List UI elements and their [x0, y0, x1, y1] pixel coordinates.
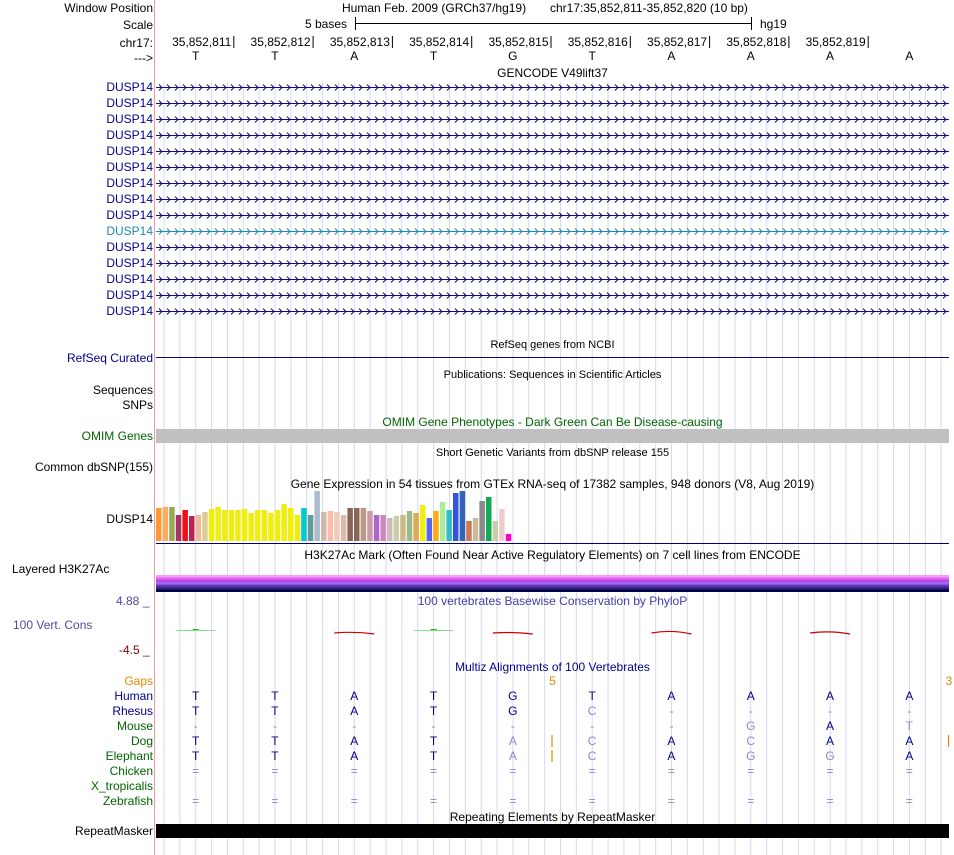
species-label-chicken: Chicken [109, 764, 153, 778]
gtex-track-title: Gene Expression in 54 tissues from GTEx RNA-seq of 17382 samples, 948 donors (V8, Aug 2019) [290, 477, 815, 491]
assembly-text: Human Feb. 2009 (GRCh37/hg19) [342, 1, 527, 15]
gtex-bar [314, 491, 320, 541]
gtex-bar [367, 511, 373, 541]
reference-base: T [429, 49, 438, 63]
gtex-bar [321, 512, 327, 541]
species-label-rhesus: Rhesus [112, 704, 153, 718]
dbsnp-track-label[interactable]: Common dbSNP(155) [34, 460, 153, 474]
aligned-base: - [431, 719, 436, 733]
gtex-bar [301, 508, 307, 541]
sequences-track-label[interactable]: Sequences [92, 383, 153, 397]
aligned-base: A [667, 689, 676, 703]
gencode-gene-label: DUSP14 [106, 240, 153, 254]
species-label-x_tropicalis: X_tropicalis [90, 779, 153, 793]
refseq-track-title: RefSeq genes from NCBI [490, 339, 615, 351]
h3k27ac-layer [156, 587, 949, 590]
gencode-gene-label: DUSP14 [106, 224, 153, 238]
aligned-base: C [587, 749, 597, 763]
strand-label: ---> [134, 51, 153, 65]
refseq-track-label[interactable]: RefSeq Curated [66, 351, 153, 365]
position-label: 35,852,818 [726, 35, 787, 49]
gtex-bar [242, 509, 248, 541]
gtex-bar [486, 497, 492, 541]
aligned-base: T [191, 734, 200, 748]
gtex-bar [387, 518, 393, 541]
scale-text: 5 bases [305, 17, 348, 31]
gencode-track-title: GENCODE V49lift37 [497, 66, 608, 80]
reference-base: T [588, 49, 596, 63]
gencode-gene-label: DUSP14 [106, 144, 153, 158]
aligned-base: = [905, 794, 913, 808]
aligned-base: = [430, 764, 438, 778]
gtex-bar [433, 511, 439, 541]
position-text: chr17:35,852,811-35,852,820 (10 bp) [550, 1, 748, 15]
gencode-gene-label: DUSP14 [106, 272, 153, 286]
gtex-bar [328, 511, 334, 541]
gtex-bar [209, 509, 215, 541]
gencode-gene-label: DUSP14 [106, 256, 153, 270]
position-label: 35,852,814 [409, 35, 470, 49]
gtex-bar [466, 521, 472, 541]
aligned-base: A [350, 689, 359, 703]
gtex-bar [156, 508, 162, 541]
aligned-base: A [350, 704, 359, 718]
position-label: 35,852,813 [329, 35, 390, 49]
gtex-bar [413, 513, 419, 541]
aligned-base: - [669, 704, 674, 718]
repeatmasker-track-label[interactable]: RepeatMasker [74, 824, 153, 838]
gtex-bar [446, 510, 452, 541]
repeatmasker-bar [156, 824, 949, 838]
reference-base: A [826, 49, 835, 63]
h3k27ac-track-label[interactable]: Layered H3K27Ac [12, 562, 110, 576]
gtex-bar [420, 505, 426, 541]
gtex-bar [281, 504, 287, 541]
h3k27ac-layer [156, 589, 949, 592]
window-position-label: Window Position [64, 1, 153, 15]
species-label-dog: Dog [130, 734, 153, 748]
aligned-base: = [588, 794, 596, 808]
conservation-mark [334, 632, 374, 634]
gtex-bar [222, 510, 228, 541]
aligned-base: - [272, 719, 277, 733]
gtex-bar [248, 513, 254, 541]
aligned-base: T [429, 749, 438, 763]
gaps-label: Gaps [124, 674, 153, 688]
aligned-base: = [747, 794, 755, 808]
aligned-base: T [271, 689, 279, 703]
gtex-bar [380, 515, 386, 541]
multiz-track-title: Multiz Alignments of 100 Vertebrates [455, 660, 650, 674]
gtex-bar [460, 491, 466, 541]
gencode-gene-label: DUSP14 [106, 208, 153, 222]
gtex-bar [176, 515, 182, 541]
gtex-bar [182, 510, 188, 541]
species-label-mouse: Mouse [116, 719, 153, 733]
aligned-base: T [271, 734, 279, 748]
gtex-bar [479, 501, 485, 541]
aligned-base: A [905, 749, 914, 763]
aligned-base: - [748, 704, 753, 718]
aligned-base: T [191, 689, 200, 703]
gtex-bar [493, 521, 499, 541]
gencode-gene-label: DUSP14 [106, 112, 153, 126]
aligned-base: G [508, 689, 518, 703]
aligned-base: A [826, 734, 835, 748]
aligned-base: A [508, 749, 517, 763]
aligned-base: = [667, 794, 675, 808]
reference-base: T [271, 49, 279, 63]
omim-bar [156, 429, 949, 443]
aligned-base: A [350, 734, 359, 748]
gencode-gene-label: DUSP14 [106, 192, 153, 206]
gencode-gene-label: DUSP14 [106, 304, 153, 318]
gtex-bar [354, 508, 360, 541]
aligned-base: = [667, 764, 675, 778]
gtex-bar [407, 511, 413, 541]
gtex-bar [361, 508, 367, 541]
aligned-base: = [905, 764, 913, 778]
publications-track-title: Publications: Sequences in Scientific Articles [443, 369, 662, 381]
scale-label: Scale [122, 18, 153, 32]
gtex-bar [295, 515, 301, 541]
aligned-base: = [509, 764, 517, 778]
gtex-bar [202, 512, 208, 541]
aligned-base: T [271, 749, 279, 763]
cons-track-title: 100 vertebrates Basewise Conservation by PhyloP [417, 594, 688, 608]
gtex-bar [347, 508, 353, 541]
h3k27ac-layer [156, 580, 949, 583]
aligned-base: A [826, 689, 835, 703]
gap-marker: 5 [549, 674, 556, 688]
position-label: 35,852,812 [250, 35, 311, 49]
aligned-base: - [669, 719, 674, 733]
gtex-track-label[interactable]: DUSP14 [106, 512, 153, 526]
aligned-base: C [746, 734, 756, 748]
position-label: 35,852,816 [567, 35, 628, 49]
gtex-bar [506, 534, 512, 541]
gtex-bar [308, 515, 314, 541]
reference-base: G [508, 49, 518, 63]
species-label-zebrafish: Zebrafish [102, 794, 153, 808]
aligned-base: - [352, 719, 357, 733]
aligned-base: = [271, 764, 279, 778]
position-label: 35,852,811 [172, 35, 232, 49]
gtex-bar [400, 515, 406, 541]
aligned-base: A [746, 689, 755, 703]
gtex-bar [341, 515, 347, 541]
reference-base: A [746, 49, 755, 63]
dbsnp-track-title: Short Genetic Variants from dbSNP release 155 [435, 447, 670, 459]
gtex-bar [499, 509, 505, 541]
h3k27ac-layer [156, 582, 949, 585]
aligned-base: A [667, 734, 676, 748]
species-label-elephant: Elephant [105, 749, 153, 763]
aligned-base: A [826, 719, 835, 733]
aligned-base: G [508, 704, 518, 718]
snps-track-label[interactable]: SNPs [122, 398, 153, 412]
gencode-gene-label: DUSP14 [106, 80, 153, 94]
aligned-base: A [667, 749, 676, 763]
aligned-base: A [905, 689, 914, 703]
conservation-mark [651, 631, 691, 634]
omim-track-title: OMIM Gene Phenotypes - Dark Green Can Be Disease-causing [382, 415, 723, 429]
aligned-base: - [907, 704, 912, 718]
aligned-base: = [747, 764, 755, 778]
gtex-bar [440, 502, 446, 541]
chrom-label: chr17: [119, 36, 153, 50]
aligned-base: - [590, 719, 595, 733]
gtex-bar [275, 510, 281, 541]
gtex-bar [453, 493, 459, 541]
aligned-base: A [905, 734, 914, 748]
aligned-base: G [825, 749, 835, 763]
h3k27ac-track-title: H3K27Ac Mark (Often Found Near Active Regulatory Elements) on 7 cell lines from ENCODE [304, 548, 801, 562]
gtex-bar [262, 510, 268, 541]
gtex-bar [334, 512, 340, 541]
position-label: 35,852,815 [488, 35, 549, 49]
gencode-gene-label: DUSP14 [106, 288, 153, 302]
gtex-bar [427, 518, 433, 541]
position-label: 35,852,819 [805, 35, 866, 49]
gtex-bar [215, 507, 221, 541]
aligned-base: A [508, 734, 517, 748]
gtex-bar [394, 516, 400, 541]
gap-marker: 3 [945, 674, 953, 688]
species-label-human: Human [114, 689, 153, 703]
gtex-bar [196, 515, 202, 541]
aligned-base: G [746, 749, 756, 763]
aligned-base: = [192, 794, 200, 808]
aligned-base: - [193, 719, 198, 733]
gtex-bar [473, 518, 479, 541]
cons-track-label[interactable]: 100 Vert. Cons [13, 618, 93, 632]
aligned-base: = [192, 764, 200, 778]
gencode-gene-label: DUSP14 [106, 96, 153, 110]
db-text: hg19 [760, 17, 787, 31]
aligned-base: = [509, 794, 517, 808]
omim-track-label[interactable]: OMIM Genes [81, 429, 153, 443]
reference-base: A [350, 49, 359, 63]
reference-base: T [191, 49, 200, 63]
cons-min-label: -4.5 _ [119, 643, 150, 657]
gencode-gene-label: DUSP14 [106, 176, 153, 190]
gtex-bar [189, 516, 195, 541]
aligned-base: C [587, 704, 597, 718]
gtex-bar [288, 508, 294, 541]
aligned-base: G [746, 719, 756, 733]
gtex-bar [268, 513, 274, 541]
aligned-base: = [350, 794, 358, 808]
h3k27ac-layer [156, 577, 949, 580]
gtex-bar [229, 510, 235, 541]
cons-max-label: 4.88 _ [116, 594, 150, 608]
reference-base: A [905, 49, 914, 63]
aligned-base: A [350, 749, 359, 763]
aligned-base: = [826, 794, 834, 808]
aligned-base: T [429, 704, 438, 718]
conservation-mark [810, 632, 850, 634]
conservation-mark [493, 633, 533, 634]
gtex-bar [235, 510, 241, 541]
aligned-base: T [191, 749, 200, 763]
gencode-gene-label: DUSP14 [106, 160, 153, 174]
aligned-base: C [587, 734, 597, 748]
aligned-base: - [828, 704, 833, 718]
gencode-gene-label: DUSP14 [106, 128, 153, 142]
aligned-base: T [271, 704, 279, 718]
gtex-bar [255, 510, 261, 541]
position-label: 35,852,817 [647, 35, 708, 49]
aligned-base: = [826, 764, 834, 778]
aligned-base: T [905, 719, 914, 733]
gtex-bar [169, 507, 175, 541]
aligned-base: T [191, 704, 200, 718]
aligned-base: T [588, 689, 596, 703]
aligned-base: - [510, 719, 515, 733]
repeatmasker-track-title: Repeating Elements by RepeatMasker [449, 810, 656, 824]
reference-base: A [667, 49, 676, 63]
aligned-base: = [430, 794, 438, 808]
aligned-base: = [588, 764, 596, 778]
aligned-base: T [429, 734, 438, 748]
gtex-bar [163, 507, 169, 541]
h3k27ac-layer [156, 575, 949, 578]
aligned-base: T [429, 689, 438, 703]
gtex-bar [374, 515, 380, 541]
aligned-base: = [271, 794, 279, 808]
h3k27ac-layer [156, 585, 949, 588]
aligned-base: = [350, 764, 358, 778]
